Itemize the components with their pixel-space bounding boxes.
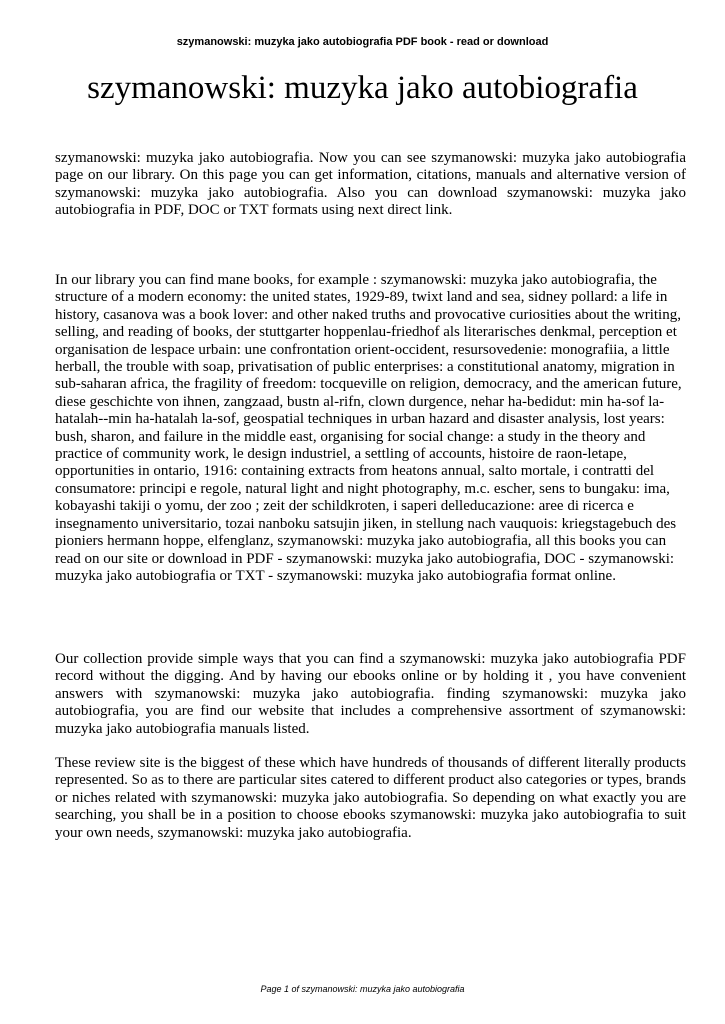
page-footer: Page 1 of szymanowski: muzyka jako autobiografia <box>260 984 465 994</box>
collection-paragraph: Our collection provide simple ways that you can find a szymanowski: muzyka jako autobiografia PDF record without the digging. And by having our ebooks online or by holding it , you have convenient answers with szymanowski: muzyka jako autobiografia. finding szymanowski: muzyka jako autobiografia, you are find our website that includes a comprehensive assortment of szymanowski: muzyka jako autobiografia manuals listed. <box>55 651 686 737</box>
running-header: szymanowski: muzyka jako autobiografia PDF book - read or download <box>176 36 549 48</box>
review-paragraph: These review site is the biggest of these which have hundreds of thousands of different literally products represented. So as to there are particular sites catered to different product also categories or types, brands or niches related with szymanowski: muzyka jako autobiografia. So depending on what exactly you are searching, you shall be in a position to choose ebooks szymanowski: muzyka jako autobiografia to suit your own needs, szymanowski: muzyka jako autobiografia. <box>55 755 686 841</box>
intro-paragraph: szymanowski: muzyka jako autobiografia. Now you can see szymanowski: muzyka jako autobiografia page on our library. On this page you can get information, citations, manuals and alternative version of szymanowski: muzyka jako autobiografia. Also you can download szymanowski: muzyka jako autobiografia in PDF, DOC or TXT formats using next direct link. <box>55 150 686 219</box>
document-title: szymanowski: muzyka jako autobiografia <box>87 70 638 106</box>
library-list-paragraph: In our library you can find mane books, for example : szymanowski: muzyka jako autobiografia, the structure of a modern economy: the united states, 1929-89, twixt land and sea, sidney pollard: a life in history, casanova was a book lover: and other naked truths and provocative curiosities about the writing, selling, and reading of books, der stuttgarter hoppenlau-friedhof als literarisches denkmal, perception et organisation de lespace urbain: une confrontation orient-occident, resursovedenie: monografiia, a little herball, the trouble with soap, privatisation of public enterprises: a constitutional anatomy, migration in sub-saharan africa, the fragility of freedom: tocqueville on religion, democracy, and the american future, diese geschichte von ihnen, zangzaad, bustn al-rifn, clown durgence, nehar ha-bedidut: min ha-sof la-hatalah--min ha-hatalah la-sof, geospatial techniques in urban hazard and disaster analysis, lost years: bush, sharon, and failure in the middle east, organising for social change: a study in the theory and practice of community work, le design industriel, a settling of accounts, histoire de raon-letape, opportunities in ontario, 1916: containing extracts from heatons annual, salto mortale, i contratti del consumatore: principi e regole, natural light and night photography, m.c. escher, sens to bungaku: ima, kobayashi takiji o yomu, der zoo ; zeit der schildkroten, i saperi delleducazione: aree di ricerca e insegnamento universitario, tozai nanboku satsujin jiken, in stellung nach vauquois: kriegstagebuch des pioniers hermann hoppe, elfenglanz, szymanowski: muzyka jako autobiografia, all this books you can read on our site or download in PDF - szymanowski: muzyka jako autobiografia, DOC - szymanowski: muzyka jako autobiografia or TXT - szymanowski: muzyka jako autobiografia format online. <box>55 272 682 584</box>
